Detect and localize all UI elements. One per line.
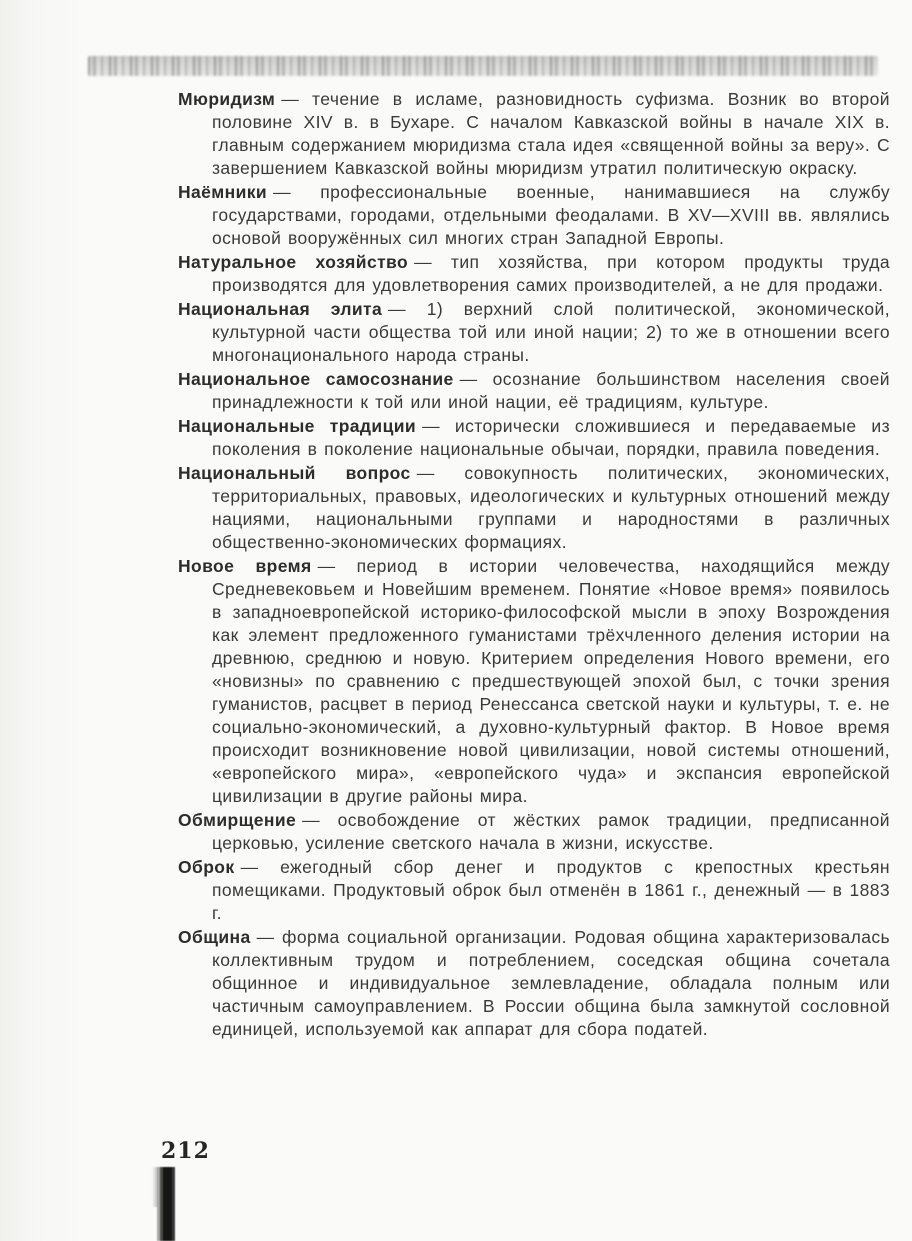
glossary-entry <box>178 809 890 855</box>
glossary-definition: — освобождение от жёстких рамок традиции, предписанной церковью, усиление светского начала в жизни, искусстве. <box>212 810 890 853</box>
glossary-entry <box>178 462 890 554</box>
glossary-term: Национальное самосознание <box>178 369 454 389</box>
page-left-edge-shading <box>0 0 90 1241</box>
glossary-term: Натуральное хозяйство <box>178 252 409 272</box>
top-scan-artifact-band <box>88 56 878 76</box>
glossary-definition: — совокупность политических, экономических, территориальных, правовых, идеологических и культурных отношений между нациями, национальными группами и народностями в различных общественно-экономических формациях. <box>212 463 890 552</box>
glossary-definition: — профессиональные военные, нанимавшиеся на службу государствами, городами, отдельными феодалами. В XV—XVIII вв. являлись основой вооружённых сил многих стран Западной Европы. <box>212 182 890 248</box>
glossary-entry <box>178 555 890 808</box>
glossary-definition: — течение в исламе, разновидность суфизма. Возник во второй половине XIV в. в Бухаре. С началом Кавказской войны в начале XIX в. главным содержанием мюридизма стала идея «священной войны за веру». С завершением Кавказской войны мюридизм утратил политическую окраску. <box>212 89 890 178</box>
glossary-term: Новое время <box>178 556 312 576</box>
glossary-term: Община <box>178 927 251 947</box>
glossary-entry <box>178 181 890 250</box>
glossary-term: Наёмники <box>178 182 268 202</box>
glossary-definition: — осознание большинством населения своей принадлежности к той или иной нации, её традициям, культуре. <box>212 369 890 412</box>
glossary-definition: — форма социальной организации. Родовая община характеризовалась коллективным трудом и потреблением, соседская община сочетала общинное и индивидуальное землевладение, обладала полным или частичным самоуправлением. В России община была замкнутой сословной единицей, используемой как аппарат для сбора податей. <box>212 927 890 1039</box>
glossary-term: Обмирщение <box>178 810 297 830</box>
glossary-definition: — 1) верхний слой политической, экономической, культурной части общества той или иной нации; 2) то же в отношении всего многонационального народа страны. <box>212 299 890 365</box>
glossary-entry <box>178 415 890 461</box>
glossary-definition: — период в истории человечества, находящийся между Средневековьем и Новейшим временем. Понятие «Новое время» появилось в западноевропейской историко-философской мысли в эпоху Возрождения как элемент предложенного гуманистами трёхчленного деления истории на древнюю, среднюю и новую. Критерием определения Нового времени, его «новизны» по сравнению с предшествующей эпохой был, с точки зрения гуманистов, расцвет в период Ренессанса светской науки и культуры, т. е. не социально-экономический, а духовно-культурный фактор. В Новое время происходит возникновение новой цивилизации, новой системы отношений, «европейского мира», «европейского чуда» и экспансия европейской цивилизации в другие районы мира. <box>212 556 890 806</box>
glossary-term: Оброк <box>178 857 235 877</box>
glossary-entry <box>178 856 890 925</box>
glossary-definition: — ежегодный сбор денег и продуктов с крепостных крестьян помещиками. Продуктовый оброк был отменён в 1861 г., денежный — в 1883 г. <box>212 857 890 923</box>
glossary-entry <box>178 251 890 297</box>
glossary-entry <box>178 926 890 1041</box>
glossary-entry <box>178 88 890 180</box>
glossary-entry <box>178 298 890 367</box>
bottom-left-scan-artifact <box>157 1167 175 1241</box>
glossary-definition: — исторически сложившиеся и передаваемые из поколения в поколение национальные обычаи, порядки, правила поведения. <box>212 416 891 459</box>
glossary-term: Мюридизм <box>178 89 276 109</box>
glossary-term: Национальная элита <box>178 299 383 319</box>
glossary-definition: — тип хозяйства, при котором продукты труда производятся для удовлетворения самих производителей, а не для продажи. <box>212 252 890 295</box>
glossary-entry <box>178 368 890 414</box>
glossary-term: Национальные традиции <box>178 416 417 436</box>
glossary-term: Национальный вопрос <box>178 463 411 483</box>
page-number: 212 <box>161 1138 210 1164</box>
glossary-text-block <box>178 88 890 1042</box>
